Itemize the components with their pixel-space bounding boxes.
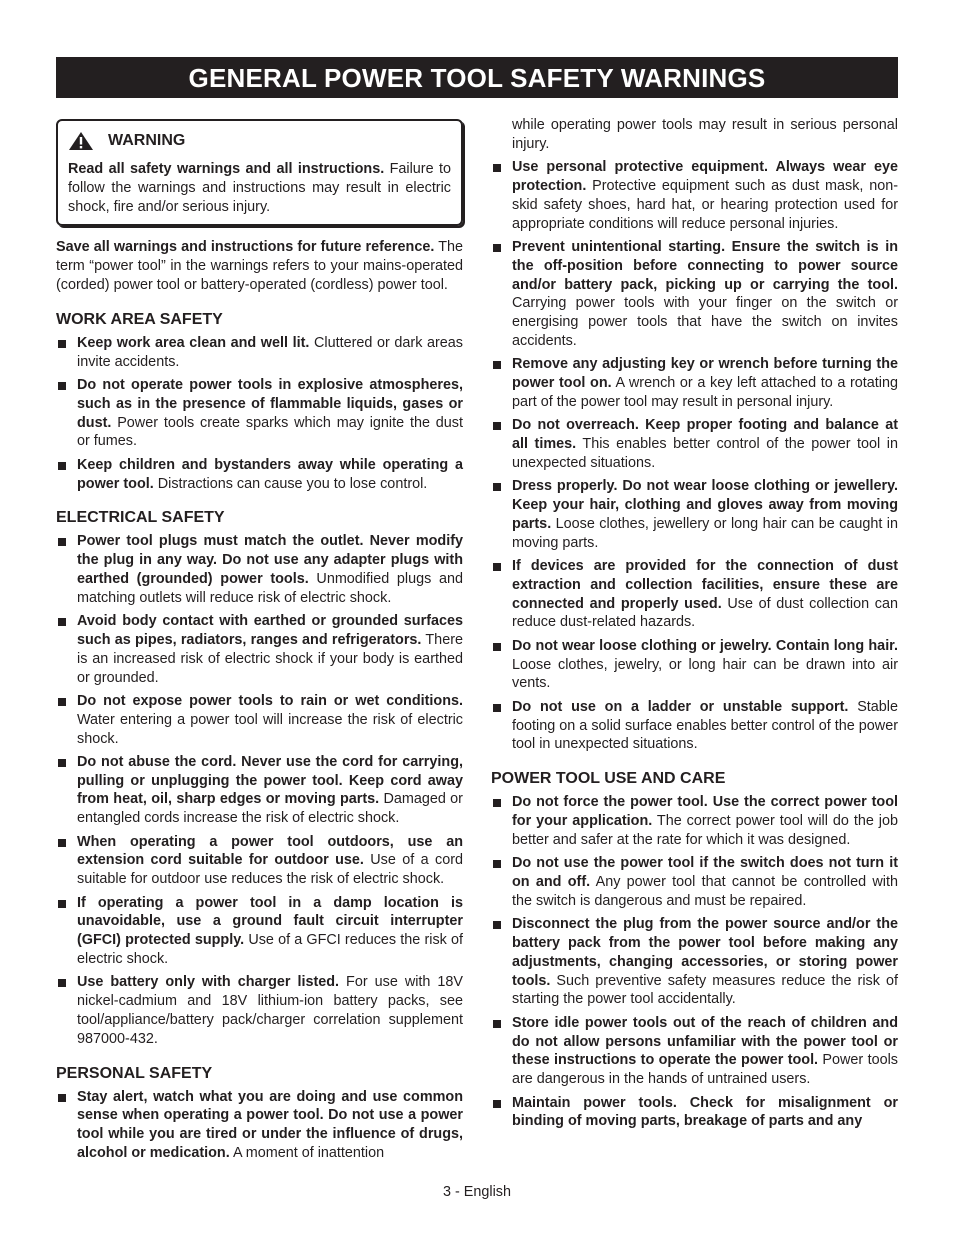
warning-text: Read all safety warnings and all instructions. Failure to follow the warnings and instructions may result in electric shock, fire and/or serious injury. — [68, 161, 451, 215]
section-heading-use-and-care: POWER TOOL USE AND CARE — [491, 770, 726, 788]
list-item: Dress properly. Do not wear loose clothing or jewellery. Keep your hair, clothing and gloves away from moving parts. Loose clothes, jewellery or long hair can be caught in moving parts. — [491, 477, 898, 552]
use-and-care-list — [491, 793, 898, 1131]
page-title: GENERAL POWER TOOL SAFETY WARNINGS — [56, 57, 898, 98]
right-column — [491, 116, 898, 1136]
warning-label: WARNING — [108, 131, 186, 149]
list-item: Do not wear loose clothing or jewelry. Contain long hair. Loose clothes, jewelry, or long hair can be drawn into air vents. — [491, 637, 898, 693]
list-item: Stay alert, watch what you are doing and use common sense when operating a power tool. Do not use a power tool while you are tired or under the influence of drugs, alcohol or medication. A moment of inattention — [56, 1088, 463, 1163]
list-item: Do not use on a ladder or unstable support. Stable footing on a solid surface enables better control of the power tool in unexpected situations. — [491, 698, 898, 754]
list-item: Disconnect the plug from the power source and/or the battery pack from the power tool before making any adjustments, changing accessories, or storing power tools. Such preventive safety measures reduce the risk of starting the power tool accidentally. — [491, 915, 898, 1009]
list-item: Remove any adjusting key or wrench before turning the power tool on. A wrench or a key left attached to a rotating part of the power tool may result in personal injury. — [491, 355, 898, 411]
list-item: If operating a power tool in a damp location is unavoidable, use a ground fault circuit interrupter (GFCI) protected supply. Use of a GFCI reduces the risk of electric shock. — [56, 894, 463, 969]
left-column — [56, 116, 463, 1167]
list-item: Use battery only with charger listed. For use with 18V nickel-cadmium and 18V lithium-ion battery packs, see tool/appliance/battery pack/charger correlation supplement 987000-432. — [56, 973, 463, 1048]
section-heading-personal: PERSONAL SAFETY — [56, 1064, 213, 1082]
section-heading-work-area: WORK AREA SAFETY — [56, 310, 223, 328]
warning-header — [68, 131, 451, 151]
list-item: If devices are provided for the connection of dust extraction and collection facilities, ensure these are connected and properly used. Use of dust collection can reduce dust-related hazards. — [491, 557, 898, 632]
list-item: Power tool plugs must match the outlet. Never modify the plug in any way. Do not use any adapter plugs with earthed (grounded) power tools. Unmodified plugs and matching outlets will reduce risk of electric shock. — [56, 532, 463, 607]
personal-list — [56, 1088, 463, 1163]
list-item: Maintain power tools. Check for misalignment or binding of moving parts, breakage of parts and any — [491, 1094, 898, 1132]
section-heading-electrical: ELECTRICAL SAFETY — [56, 509, 225, 527]
personal-list-continued — [491, 158, 898, 754]
list-item: Do not use the power tool if the switch does not turn it on and off. Any power tool that cannot be controlled with the switch is dangerous and must be repaired. — [491, 854, 898, 910]
list-item: Use personal protective equipment. Always wear eye protection. Protective equipment such as dust mask, non-skid safety shoes, hard hat, or hearing protection used for appropriate conditions will reduce personal injuries. — [491, 158, 898, 233]
warning-triangle-icon — [68, 131, 94, 151]
list-item: Do not expose power tools to rain or wet conditions. Water entering a power tool will increase the risk of electric shock. — [56, 692, 463, 748]
list-item: Do not overreach. Keep proper footing and balance at all times. This enables better control of the power tool in unexpected situations. — [491, 416, 898, 472]
electrical-list — [56, 532, 463, 1048]
list-item: Do not abuse the cord. Never use the cord for carrying, pulling or unplugging the power tool. Keep cord away from heat, oil, sharp edges or moving parts. Damaged or entangled cords increase the risk of electric shock. — [56, 753, 463, 828]
list-item: Keep children and bystanders away while operating a power tool. Distractions can cause you to lose control. — [56, 456, 463, 494]
list-item: Keep work area clean and well lit. Cluttered or dark areas invite accidents. — [56, 334, 463, 372]
continued-text: while operating power tools may result in serious personal injury. — [512, 117, 898, 152]
list-item: Do not operate power tools in explosive atmospheres, such as in the presence of flammable liquids, gases or dust. Power tools create sparks which may ignite the dust or fumes. — [56, 376, 463, 451]
list-item: When operating a power tool outdoors, use an extension cord suitable for outdoor use. Use of a cord suitable for outdoor use reduces the risk of electric shock. — [56, 833, 463, 889]
warning-box — [56, 119, 463, 226]
intro-text: Save all warnings and instructions for future reference. The term “power tool” in the warnings refers to your mains-operated (corded) power tool or battery-operated (cordless) power tool. — [56, 239, 463, 293]
list-item: Store idle power tools out of the reach of children and do not allow persons unfamiliar with the power tool or these instructions to operate the power tool. Power tools are dangerous in the hands of untrained users. — [491, 1014, 898, 1089]
work-area-list — [56, 334, 463, 494]
list-item: Do not force the power tool. Use the correct power tool for your application. The correct power tool will do the job better and safer at the rate for which it was designed. — [491, 793, 898, 849]
page-footer: 3 - English — [443, 1184, 511, 1200]
list-item: Prevent unintentional starting. Ensure the switch is in the off-position before connecting to power source and/or battery pack, picking up or carrying the tool. Carrying power tools with your finger on the switch or energising power tools that have the switch on invites accidents. — [491, 238, 898, 351]
list-item: Avoid body contact with earthed or grounded surfaces such as pipes, radiators, ranges and refrigerators. There is an increased risk of electric shock if your body is earthed or grounded. — [56, 612, 463, 687]
